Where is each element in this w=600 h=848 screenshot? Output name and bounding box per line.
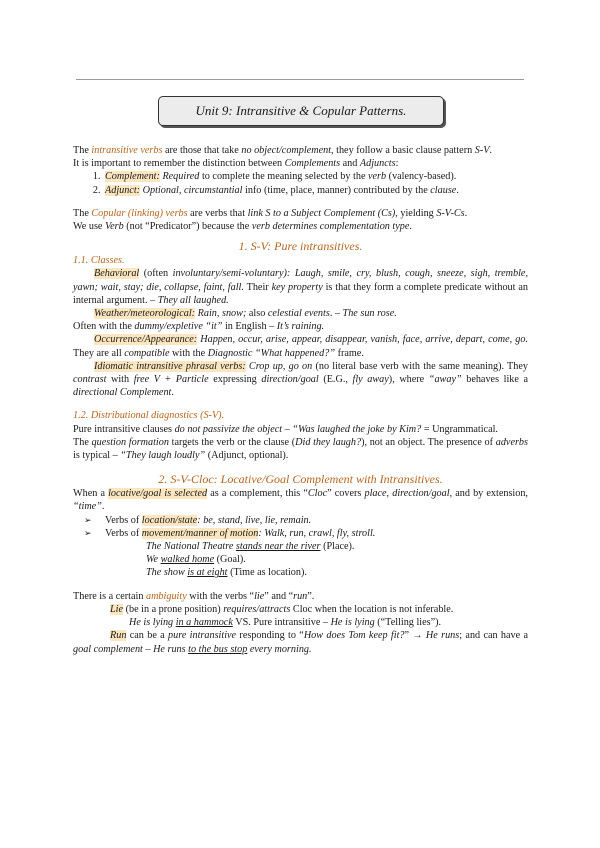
question-formation-paragraph: The question formation targets the verb or the clause (Did they laugh?), not an object. The presence of adverbs is typical – “They laugh loudly” (Adjunct, optional). xyxy=(73,436,528,462)
subsection-1-2-heading: 1.2. Distributional diagnostics (S-V). xyxy=(73,410,225,422)
run-paragraph: Run can be a pure intransitive responding to “How does Tom keep fit?” → He runs; and can have a goal complement – He runs to the bus stop every morning. xyxy=(73,630,529,655)
list-item-movement: ➢ Verbs of movement/manner of motion: Walk, run, crawl, fly, stroll. xyxy=(84,527,376,539)
list-item-complement: 1. Complement: Required to complete the meaning selected by the verb (valency-based). xyxy=(103,170,528,183)
phrasal-verbs-paragraph: Idiomatic intransitive phrasal verbs: Crop up, go on (no literal base verb with the same meaning). They contrast with free V + Particle expressing direction/goal (E.G., fly away), where “away” behaves like a directional Complement. xyxy=(73,360,528,399)
example-time: The show is at eight (Time as location). xyxy=(146,567,307,579)
example-goal: We walked home (Goal). xyxy=(146,554,246,566)
distinction-line: It is important to remember the distinction between Complements and Adjuncts: xyxy=(73,158,399,170)
subsection-1-1-heading: 1.1. Classes. xyxy=(73,255,125,267)
ambiguity-line: There is a certain ambiguity with the verbs “lie” and “run”. xyxy=(73,590,315,602)
unit-title-box xyxy=(158,96,444,126)
top-divider xyxy=(76,79,524,80)
section-2-heading: 2. S-V-Cloc: Locative/Goal Complement with Intransitives. xyxy=(158,472,443,487)
verb-term-line: We use Verb (not “Predicator”) because the verb determines complementation type. xyxy=(73,221,412,233)
document-body xyxy=(73,144,528,656)
verb-type-list xyxy=(73,514,528,540)
locative-paragraph: When a locative/goal is selected as a complement, this “Cloc” covers place, direction/goal, and by extension, “time”. xyxy=(73,488,528,513)
unit-title: Unit 9: Intransitive & Copular Patterns. xyxy=(195,103,407,118)
copular-paragraph: The Copular (linking) verbs are verbs that link S to a Subject Complement (Cs), yielding S-V-Cs. xyxy=(73,207,468,219)
list-item-location: ➢ Verbs of location/state: be, stand, live, lie, remain. xyxy=(84,514,312,526)
section-1-heading: 1. S-V: Pure intransitives. xyxy=(238,239,363,254)
definition-list xyxy=(73,170,528,196)
list-item-adjunct: 2. Adjunct: Optional, circumstantial info (time, place, manner) contributed by the clause. xyxy=(103,184,528,197)
arrow-bullet-icon: ➢ xyxy=(84,527,92,538)
passivize-paragraph: Pure intransitive clauses do not passivize the object – “Was laughed the joke by Kim? = Ungrammatical. xyxy=(73,423,498,435)
lie-example: He is lying in a hammock VS. Pure intransitive – He is lying (“Telling lies”). xyxy=(129,617,442,629)
example-place: The National Theatre stands near the river (Place). xyxy=(146,541,355,553)
intro-paragraph: The intransitive verbs are those that take no object/complement, they follow a basic clause pattern S-V. xyxy=(73,145,493,156)
dummy-it-line: Often with the dummy/expletive “it” in English – It’s raining. xyxy=(73,321,325,333)
weather-paragraph: Weather/meteorological: Rain, snow; also celestial events. – The sun rose. xyxy=(94,308,397,320)
lie-line: Lie (be in a prone position) requires/attracts Cloc when the location is not inferable. xyxy=(110,603,454,615)
occurrence-paragraph: Occurrence/Appearance: Happen, occur, arise, appear, disappear, vanish, face, arrive, depart, come, go. They are all compatible with the Diagnostic “What happened?” frame. xyxy=(73,334,528,359)
arrow-bullet-icon: ➢ xyxy=(84,514,92,525)
behavioral-paragraph: Behavioral (often involuntary/semi-voluntary): Laugh, smile, cry, blush, cough, sneeze, sigh, tremble, yawn; wait, stay; die, collapse, faint, fall. Their key property is that they form a complete predicate without an internal argument. – They all laughed. xyxy=(73,268,529,306)
